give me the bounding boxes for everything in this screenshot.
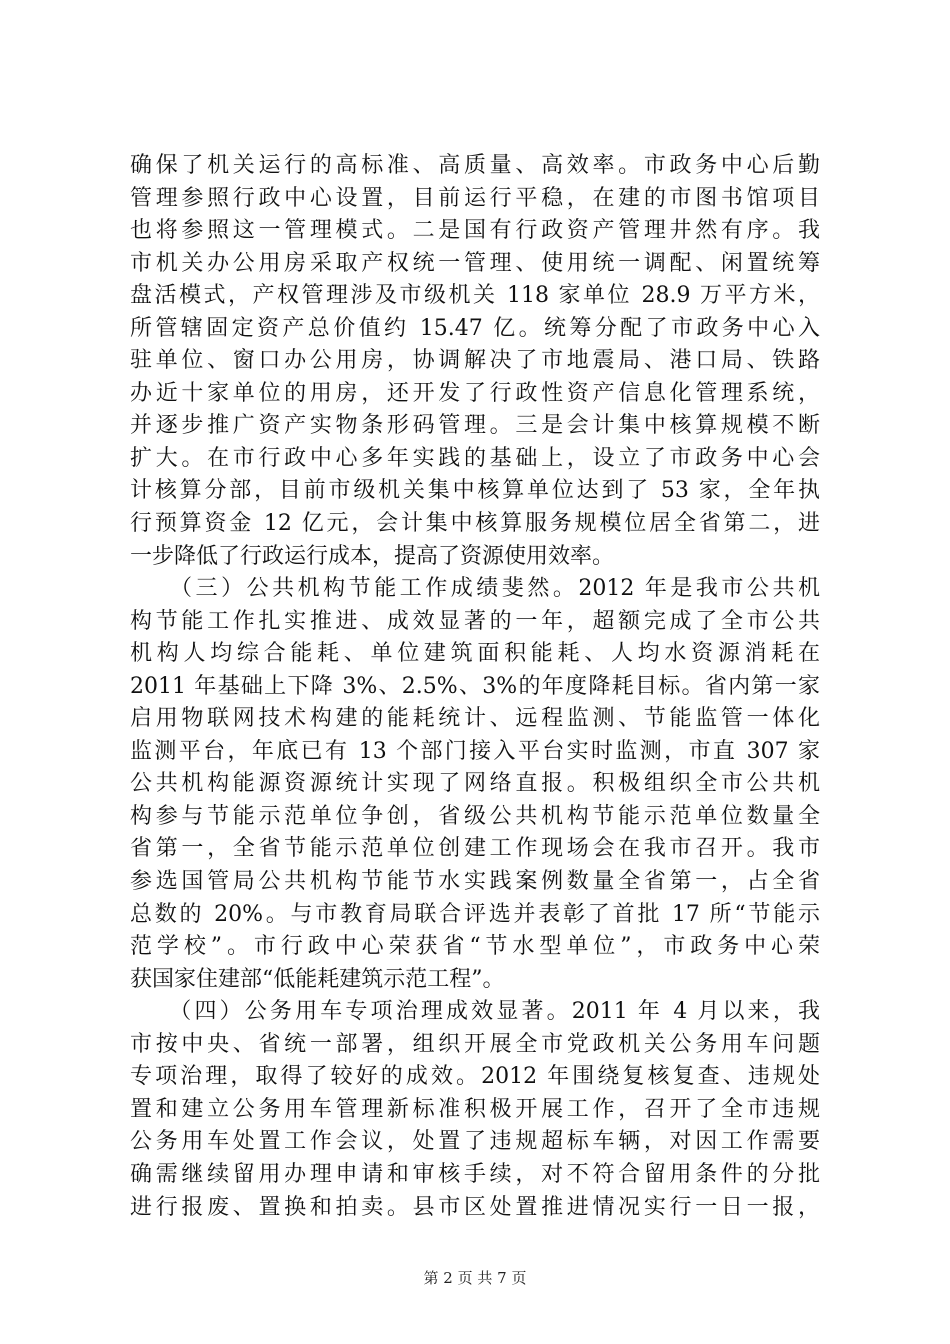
text-line: 驻单位、窗口办公用房，协调解决了市地震局、港口局、铁路 — [130, 348, 820, 374]
text-line: 市按中央、省统一部署，组织开展全市党政机关公务用车问题 — [130, 1031, 820, 1057]
text-line: 监测平台，年底已有 13 个部门接入平台实时监测，市直 307 家 — [130, 738, 820, 764]
text-line: 专项治理，取得了较好的成效。2012 年围绕复核复查、违规处 — [130, 1064, 820, 1090]
text-line: 范学校”。市行政中心荣获省“节水型单位”，市政务中心荣 — [130, 934, 820, 960]
body-text — [130, 150, 820, 1224]
text-line: 计核算分部，目前市级机关集中核算单位达到了 53 家，全年执 — [130, 478, 820, 504]
text-line: 一步降低了行政运行成本，提高了资源使用效率。 — [130, 543, 615, 569]
text-line: （三）公共机构节能工作成绩斐然。2012 年是我市公共机 — [130, 576, 820, 602]
text-line: 确保了机关运行的高标准、高质量、高效率。市政务中心后勤 — [130, 153, 820, 178]
text-line: 机构人均综合能耗、单位建筑面积能耗、人均水资源消耗在 — [130, 641, 820, 667]
text-line: 2011 年基础上下降 3%、2.5%、3%的年度降耗目标。省内第一家 — [130, 673, 820, 699]
text-line: 进行报废、置换和拍卖。县市区处置推进情况实行一日一报， — [130, 1194, 820, 1220]
text-line: 市机关办公用房采取产权统一管理、使用统一调配、闲置统筹 — [130, 250, 820, 276]
text-line: 省第一，全省节能示范单位创建工作现场会在我市召开。我市 — [130, 836, 820, 862]
page-footer: 第 2 页 共 7 页 — [423, 1269, 527, 1287]
text-line: 构节能工作扎实推进、成效显著的一年，超额完成了全市公共 — [130, 608, 820, 634]
text-line: 行预算资金 12 亿元，会计集中核算服务规模位居全省第二，进 — [130, 511, 820, 537]
text-line: 构参与节能示范单位争创，省级公共机构节能示范单位数量全 — [130, 803, 820, 829]
text-line: 扩大。在市行政中心多年实践的基础上，设立了市政务中心会 — [130, 445, 820, 471]
text-line: 所管辖固定资产总价值约 15.47 亿。统筹分配了市政务中心入 — [130, 315, 820, 341]
text-line: （四）公务用车专项治理成效显著。2011 年 4 月以来，我 — [130, 999, 820, 1025]
text-line: 管理参照行政中心设置，目前运行平稳，在建的市图书馆项目 — [130, 185, 820, 211]
text-line: 也将参照这一管理模式。二是国有行政资产管理井然有序。我 — [130, 218, 820, 244]
text-line: 确需继续留用办理申请和审核手续，对不符合留用条件的分批 — [130, 1161, 820, 1187]
text-line: 总数的 20%。与市教育局联合评选并表彰了首批 17 所“节能示 — [130, 901, 820, 927]
text-line: 公共机构能源资源统计实现了网络直报。积极组织全市公共机 — [130, 771, 820, 797]
text-line: 公务用车处置工作会议，处置了违规超标车辆，对因工作需要 — [130, 1129, 820, 1155]
text-line: 参选国管局公共机构节能节水实践案例数量全省第一，占全省 — [130, 869, 820, 895]
text-line: 办近十家单位的用房，还开发了行政性资产信息化管理系统， — [130, 380, 820, 406]
text-line: 并逐步推广资产实物条形码管理。三是会计集中核算规模不断 — [130, 413, 820, 439]
text-line: 获国家住建部“低能耗建筑示范工程”。 — [130, 966, 505, 992]
text-line: 置和建立公务用车管理新标准积极开展工作，召开了全市违规 — [130, 1096, 820, 1122]
text-line: 盘活模式，产权管理涉及市级机关 118 家单位 28.9 万平方米， — [130, 283, 820, 309]
text-line: 启用物联网技术构建的能耗统计、远程监测、节能监管一体化 — [130, 706, 820, 732]
